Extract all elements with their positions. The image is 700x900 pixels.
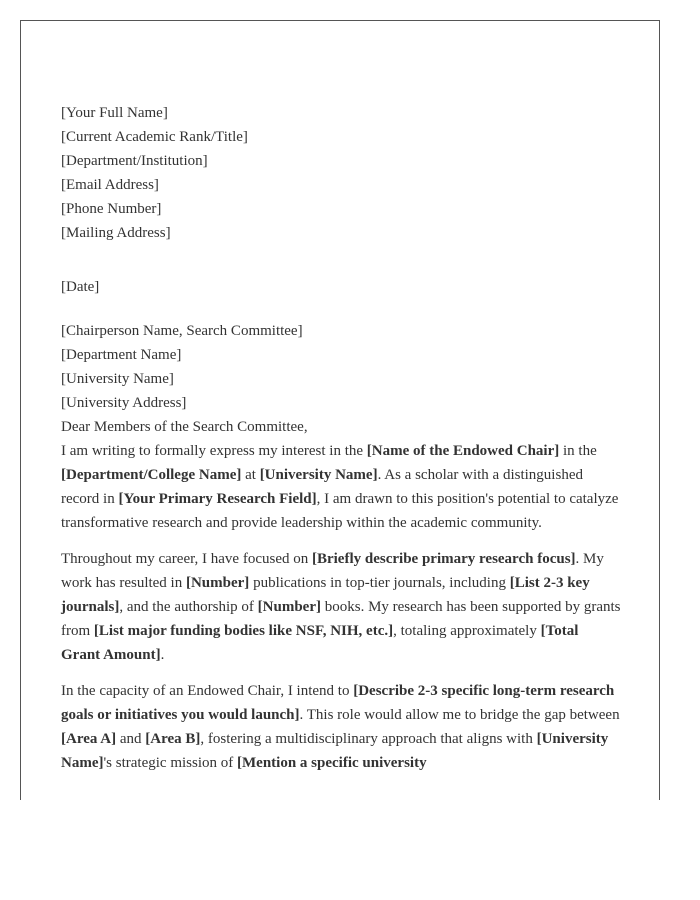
placeholder-department: [Department/College Name] [61, 467, 242, 483]
letter-date: [Date] [61, 279, 100, 295]
recipient-university: [University Name] [61, 371, 174, 387]
placeholder-book-count: [Number] [257, 599, 321, 615]
sender-address: [Mailing Address] [61, 225, 171, 241]
text-run: , totaling approximately [393, 623, 541, 639]
sender-department: [Department/Institution] [61, 153, 208, 169]
spacer [61, 299, 621, 319]
text-run: books. My research has been supported by grants from [61, 599, 621, 639]
placeholder-grant-amount: [Total Grant Amount] [61, 623, 579, 663]
placeholder-funding-bodies: [List major funding bodies like NSF, NIH, etc.] [93, 623, 394, 639]
text-run: . This role would allow me to bridge the gap between [299, 707, 620, 723]
placeholder-journals: [List 2-3 key journals] [61, 575, 590, 615]
recipient-name: [Chairperson Name, Search Committee] [61, 323, 303, 339]
text-run: 's strategic mission of [103, 755, 238, 771]
letter-page [20, 20, 660, 800]
paragraph-goals [61, 679, 621, 775]
text-run: publications in top-tier journals, including [249, 575, 510, 591]
sender-email: [Email Address] [61, 177, 159, 193]
text-run: in the [559, 443, 597, 459]
paragraph-interest [61, 439, 621, 535]
text-run: and [116, 731, 146, 747]
recipient-address: [University Address] [61, 395, 187, 411]
text-run: , I am drawn to this position's potential to catalyze transformative research and provide leadership within the academic community. [61, 491, 619, 531]
letter-content [61, 101, 621, 787]
placeholder-area-b: [Area B] [145, 731, 201, 747]
sender-block [61, 101, 621, 245]
text-run: , and the authorship of [119, 599, 258, 615]
placeholder-research-focus: [Briefly describe primary research focus] [311, 551, 576, 567]
text-run: at [241, 467, 260, 483]
text-run: . [160, 647, 165, 663]
text-run: . As a scholar with a distinguished record in [61, 467, 583, 507]
placeholder-research-goals: [Describe 2-3 specific long-term research goals or initiatives you would launch] [61, 683, 615, 723]
salutation: Dear Members of the Search Committee, [61, 419, 308, 435]
text-run: . My work has resulted in [61, 551, 604, 591]
sender-rank: [Current Academic Rank/Title] [61, 129, 248, 145]
placeholder-publication-count: [Number] [185, 575, 250, 591]
paragraph-career [61, 547, 621, 667]
text-run: In the capacity of an Endowed Chair, I intend to [61, 683, 354, 699]
text-run: Throughout my career, I have focused on [61, 551, 312, 567]
placeholder-university: [University Name] [61, 731, 609, 771]
sender-name: [Your Full Name] [61, 105, 168, 121]
spacer [61, 245, 621, 275]
recipient-block [61, 319, 621, 415]
text-run: I am writing to formally express my interest in the [61, 443, 367, 459]
placeholder-chair-name: [Name of the Endowed Chair] [366, 443, 560, 459]
placeholder-university-mission: [Mention a specific university [237, 755, 427, 771]
placeholder-area-a: [Area A] [61, 731, 117, 747]
placeholder-research-field: [Your Primary Research Field] [118, 491, 317, 507]
placeholder-university: [University Name] [259, 467, 378, 483]
text-run: , fostering a multidisciplinary approach that aligns with [200, 731, 537, 747]
recipient-department: [Department Name] [61, 347, 182, 363]
sender-phone: [Phone Number] [61, 201, 162, 217]
